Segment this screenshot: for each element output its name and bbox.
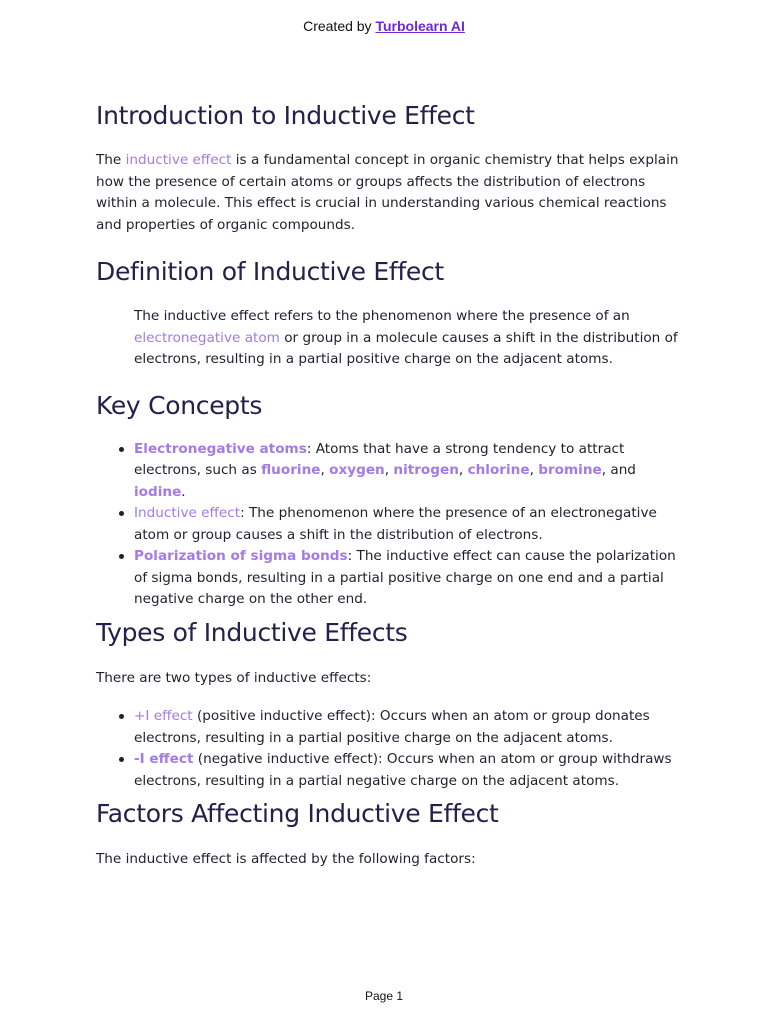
heading-types: Types of Inductive Effects bbox=[96, 617, 408, 647]
highlight-electronegative-atom: electronegative atom bbox=[134, 329, 280, 346]
list-item: Inductive effect: The phenomenon where the presence of an electronegative atom or group causes a shift in the distribution of electrons. bbox=[134, 503, 686, 546]
header-prefix: Created by bbox=[303, 18, 376, 34]
term-bromine: bromine bbox=[538, 462, 602, 478]
heading-factors: Factors Affecting Inductive Effect bbox=[96, 799, 499, 828]
page-number: Page 1 bbox=[364, 989, 404, 1003]
heading-introduction: Introduction to Inductive Effect bbox=[96, 101, 475, 130]
term-oxygen: oxygen bbox=[329, 462, 385, 478]
types-intro: There are two types of inductive effects: bbox=[96, 669, 372, 686]
term-chlorine: chlorine bbox=[467, 462, 530, 478]
list-item: +I effect (positive inductive effect): Occurs when an atom or group donates electrons, resulting in a partial positive charge on the adjacent atoms. bbox=[134, 706, 686, 749]
page-header bbox=[0, 18, 768, 34]
term-electronegative-atoms: Electronegative atoms bbox=[134, 440, 307, 457]
term-minus-i-effect: -I effect bbox=[134, 751, 194, 767]
intro-paragraph: The inductive effect is a fundamental concept in organic chemistry that helps explain how the presence of certain atoms or groups affects the distribution of electrons within a molecule. This effect is crucial in understanding various chemical reactions and properties of organic compounds. bbox=[96, 152, 679, 233]
term-iodine: iodine bbox=[134, 483, 182, 500]
key-concepts-list bbox=[134, 439, 686, 611]
heading-definition: Definition of Inductive Effect bbox=[96, 257, 444, 286]
list-item: -I effect (negative inductive effect): Occurs when an atom or group withdraws electrons, resulting in a partial negative charge on the adjacent atoms. bbox=[134, 749, 686, 792]
highlight-inductive-effect: inductive effect bbox=[125, 152, 232, 168]
types-list bbox=[134, 706, 686, 792]
term-polarization-sigma-bonds: Polarization of sigma bonds bbox=[134, 548, 348, 564]
list-item: Electronegative atoms: Atoms that have a strong tendency to attract electrons, such as fluorine, oxygen, nitrogen, chlorine, bromine, and iodine. bbox=[134, 439, 686, 504]
document-body bbox=[96, 98, 686, 871]
term-nitrogen: nitrogen bbox=[393, 462, 459, 478]
factors-intro: The inductive effect is affected by the following factors: bbox=[96, 851, 476, 867]
heading-key-concepts: Key Concepts bbox=[96, 390, 263, 420]
term-plus-i-effect: +I effect bbox=[134, 708, 193, 724]
turbolearn-link[interactable]: Turbolearn AI bbox=[375, 18, 465, 34]
term-inductive-effect: Inductive effect bbox=[134, 505, 241, 521]
term-fluorine: fluorine bbox=[261, 462, 321, 478]
definition-quote: The inductive effect refers to the phenomenon where the presence of an electronegative atom or group in a molecule causes a shift in the distribution of electrons, resulting in a partial positive charge on the adjacent atoms. bbox=[134, 308, 678, 367]
list-item: Polarization of sigma bonds: The inductive effect can cause the polarization of sigma bonds, resulting in a partial positive charge on one end and a partial negative charge on the other end. bbox=[134, 546, 686, 611]
